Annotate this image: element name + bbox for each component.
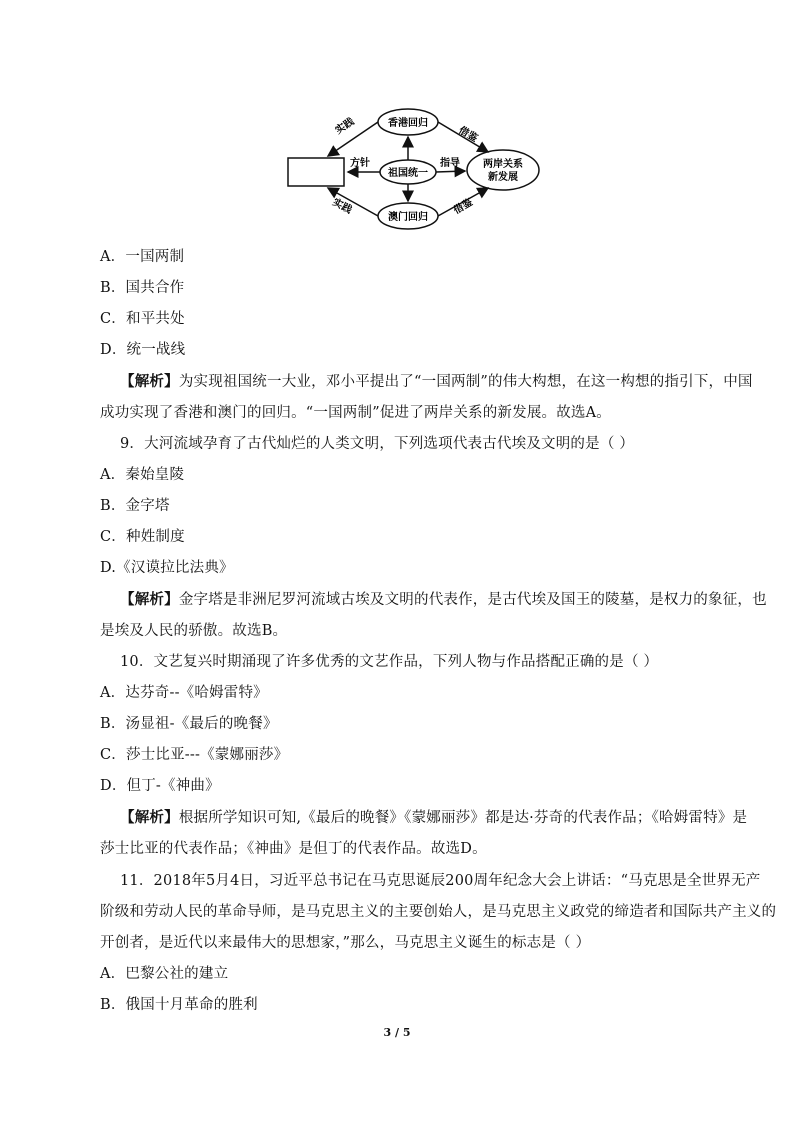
q8-option-a: A．一国两制 bbox=[100, 249, 185, 265]
q8-option-d: D．统一战线 bbox=[100, 342, 186, 358]
q11-option-a: A．巴黎公社的建立 bbox=[100, 966, 229, 982]
q8-option-b: B．国共合作 bbox=[100, 280, 185, 296]
practice-bottom-label: 实践 bbox=[330, 196, 354, 217]
q8-analysis-line-2: 成功实现了香港和澳门的回归。“一国两制”促进了两岸关系的新发展。故选A。 bbox=[100, 405, 611, 421]
q8-analysis-label: 【解析】 bbox=[120, 373, 179, 390]
cross-strait-label-1: 两岸关系 bbox=[483, 159, 523, 170]
page-number: 3 / 5 bbox=[383, 1026, 411, 1039]
q11-question-line-1: 11．2018年5月4日，习近平总书记在马克思诞辰200周年纪念大会上讲话：“马克思是全世界无产 bbox=[120, 873, 761, 889]
q9-analysis-line-1 bbox=[120, 591, 767, 609]
q11-question-line-3: 开创者，是近代以来最伟大的思想家，”那么，马克思主义诞生的标志是（ ） bbox=[100, 935, 591, 951]
q10-option-a: A．达芬奇--《哈姆雷特》 bbox=[100, 685, 268, 701]
diagram-svg bbox=[280, 96, 550, 236]
center-label: 祖国统一 bbox=[388, 168, 428, 179]
macau-label: 澳门回归 bbox=[388, 212, 428, 223]
arrow-guide bbox=[436, 171, 465, 172]
guide-label: 指导 bbox=[440, 158, 460, 169]
q9-question: 9．大河流域孕育了古代灿烂的人类文明，下列选项代表古代埃及文明的是（ ） bbox=[120, 436, 635, 452]
q9-option-b: B．金字塔 bbox=[100, 498, 170, 514]
q10-question: 10．文艺复兴时期涌现了许多优秀的文艺作品，下列人物与作品搭配正确的是（ ） bbox=[120, 654, 659, 670]
q9-analysis-label: 【解析】 bbox=[120, 591, 179, 608]
q9-option-d: D.《汉谟拉比法典》 bbox=[100, 560, 234, 576]
q10-analysis-line-1 bbox=[120, 809, 748, 827]
q9-analysis-line-2: 是埃及人民的骄傲。故选B。 bbox=[100, 623, 288, 639]
q9-option-a: A．秦始皇陵 bbox=[100, 467, 185, 483]
q11-question-line-2: 阶级和劳动人民的革命导师，是马克思主义的主要创始人，是马克思主义政党的缔造者和国际共产主义的 bbox=[100, 904, 777, 920]
q8-option-c: C．和平共处 bbox=[100, 311, 185, 327]
blank-answer-box bbox=[288, 158, 344, 186]
q8-analysis-line-1 bbox=[120, 373, 753, 391]
q9-option-c: C．种姓制度 bbox=[100, 529, 185, 545]
policy-label: 方针 bbox=[350, 158, 370, 169]
q9-analysis-text-1: 金字塔是非洲尼罗河流域古埃及文明的代表作，是古代埃及国王的陵墓，是权力的象征，也 bbox=[178, 592, 767, 608]
hongkong-label: 香港回归 bbox=[388, 118, 428, 129]
q11-option-b: B．俄国十月革命的胜利 bbox=[100, 997, 258, 1013]
q10-option-d: D．但丁-《神曲》 bbox=[100, 778, 220, 794]
q10-option-c: C．莎士比亚---《蒙娜丽莎》 bbox=[100, 747, 289, 763]
cross-strait-label-2: 新发展 bbox=[488, 172, 518, 183]
q10-analysis-label: 【解析】 bbox=[120, 809, 179, 826]
practice-top-label: 实践 bbox=[333, 116, 357, 137]
q8-analysis-text-1: 为实现祖国统一大业，邓小平提出了“一国两制”的伟大构想，在这一构想的指引下，中国 bbox=[178, 374, 753, 390]
reference-top-label: 借鉴 bbox=[456, 125, 480, 145]
q10-analysis-text-1: 根据所学知识可知,《最后的晚餐》《蒙娜丽莎》都是达·芬奇的代表作品；《哈姆雷特》是 bbox=[178, 810, 748, 826]
concept-diagram bbox=[280, 96, 550, 236]
cross-strait-node bbox=[467, 150, 539, 190]
q10-analysis-line-2: 莎士比亚的代表作品；《神曲》是但丁的代表作品。故选D。 bbox=[100, 841, 487, 857]
q10-option-b: B．汤显祖-《最后的晚餐》 bbox=[100, 716, 278, 732]
reference-bottom-label: 借鉴 bbox=[452, 197, 475, 217]
